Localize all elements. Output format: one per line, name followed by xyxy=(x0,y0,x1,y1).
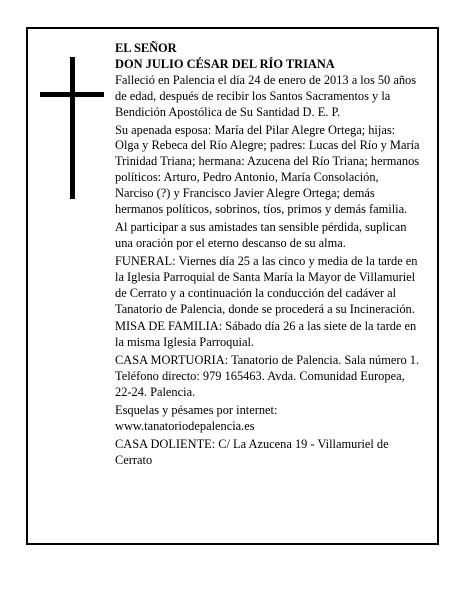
request-paragraph: Al participar a sus amistades tan sensible pérdida, suplican una oración por el eterno descanso de su alma. xyxy=(115,219,407,250)
cross-vertical-bar xyxy=(70,57,75,199)
family-paragraph: Su apenada esposa: María del Pilar Alegre Ortega; hijas: Olga y Rebeca del Río Alegre; padres: Lucas del Río y María Trinidad Triana; hermana: Azucena del Río Triana; hermanos políticos: Arturo, Pedro Antonio, María Consolación, Narciso (?) y Francisco Javier Alegre Ortega; demás hermanos políticos, sobrinos, tíos, primos y demás familia. xyxy=(115,122,420,217)
title-line-1: EL SEÑOR xyxy=(115,41,177,55)
family-mass-paragraph: MISA DE FAMILIA: Sábado día 26 a las siete de la tarde en la misma Iglesia Parroquial. xyxy=(115,319,417,350)
deceased-name: DON JULIO CÉSAR DEL RÍO TRIANA xyxy=(115,56,335,71)
website-link[interactable]: www.tanatoriodepalencia.es xyxy=(115,418,255,433)
cross-icon xyxy=(40,57,104,199)
obituary-text xyxy=(115,41,420,471)
mourning-house-paragraph: CASA DOLIENTE: C/ La Azucena 19 - Villamuriel de Cerrato xyxy=(115,436,389,467)
funeral-paragraph: FUNERAL: Viernes día 25 a las cinco y media de la tarde en la Iglesia Parroquial de Santa María la Mayor de Villamuriel de Cerrato y a continuación la conducción del cadáver al Tanatorio de Palencia, donde se procederá a su Incineración. xyxy=(115,253,418,316)
death-paragraph: Falleció en Palencia el día 24 de enero de 2013 a los 50 años de edad, después de recibir los Santos Sacramentos y la Bendición Apostólica de Su Santidad D. E. P. xyxy=(115,72,417,119)
cross-horizontal-bar xyxy=(40,92,104,97)
mortuary-paragraph: CASA MORTUORIA: Tanatorio de Palencia. Sala número 1. Teléfono directo: 979 165463. Avda. Comunidad Europea, 22-24. Palencia. xyxy=(115,353,420,400)
internet-paragraph xyxy=(115,403,420,435)
internet-label: Esquelas y pésames por internet: xyxy=(115,402,278,417)
